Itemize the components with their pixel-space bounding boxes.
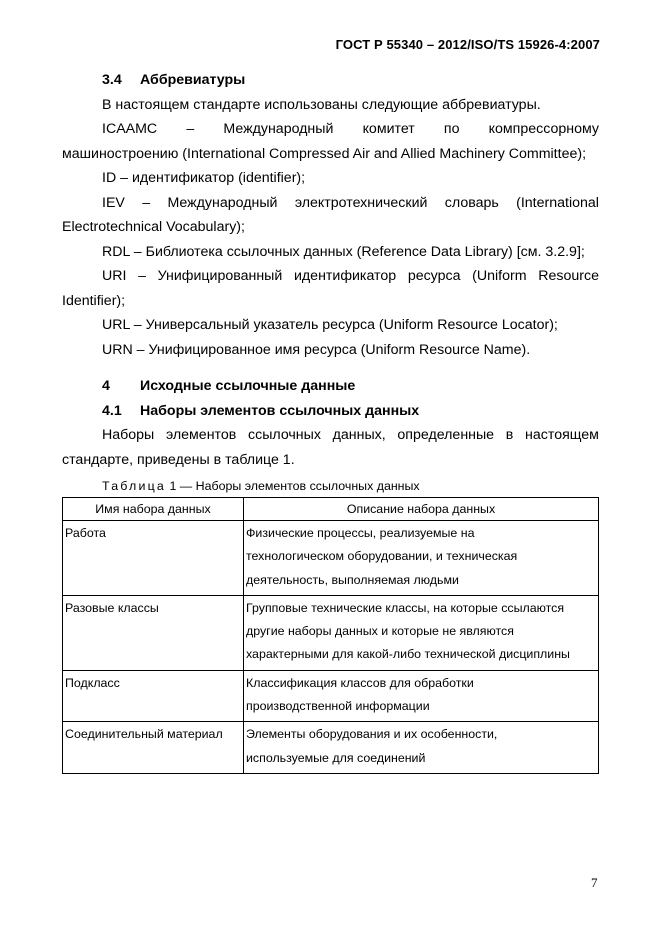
section-number: 3.4 bbox=[102, 72, 122, 88]
word: ресурса bbox=[407, 268, 461, 284]
abbr-uri-cont: Identifier); bbox=[62, 292, 126, 309]
cell-name: Подкласс bbox=[63, 670, 244, 722]
word: – bbox=[186, 121, 195, 137]
table-header-row bbox=[63, 498, 599, 521]
word: настоящем bbox=[525, 427, 599, 443]
abbr-url: URL – Универсальный указатель ресурса (Uniform Resource Locator); bbox=[102, 317, 558, 333]
cell-name: Разовые классы bbox=[63, 595, 244, 670]
word: ссылочных bbox=[248, 427, 321, 443]
word: словарь bbox=[444, 194, 499, 211]
word: URI bbox=[102, 268, 127, 284]
section-4-1-heading bbox=[62, 399, 599, 424]
word: Resource bbox=[538, 268, 599, 284]
table-caption-label: Таблица bbox=[102, 479, 166, 493]
description-line: технологическом оборудовании, и техническая bbox=[246, 549, 518, 564]
description-line: другие наборы данных и которые не являются bbox=[246, 624, 514, 639]
word: Наборы bbox=[102, 427, 155, 443]
cell-description bbox=[244, 521, 599, 596]
word: Международный bbox=[167, 194, 278, 211]
word: IEV bbox=[102, 194, 125, 211]
table-caption bbox=[62, 476, 599, 496]
section-4-1-paragraph-cont: стандарте, приведены в таблице 1. bbox=[62, 451, 295, 468]
word: электротехнический bbox=[294, 194, 428, 211]
word: идентификатор bbox=[293, 268, 397, 284]
column-header-description: Описание набора данных bbox=[244, 498, 599, 521]
abbr-urn: URN – Унифицированное имя ресурса (Uniform Resource Name). bbox=[102, 341, 531, 358]
word: комитет bbox=[362, 121, 415, 137]
description-line: Групповые технические классы, на которые ссылаются bbox=[246, 600, 565, 615]
section-number: 4.1 bbox=[102, 402, 122, 419]
abbr-rdl: RDL – Библиотека ссылочных данных (Reference Data Library) [см. 3.2.9]; bbox=[102, 243, 585, 260]
word: определенные bbox=[397, 427, 495, 443]
abbr-iev bbox=[62, 191, 599, 216]
table-row bbox=[63, 521, 599, 596]
description-line: деятельность, выполняемая людьми bbox=[246, 572, 459, 587]
document-header: ГОСТ Р 55340 – 2012/ISO/TS 15926-4:2007 bbox=[335, 37, 600, 52]
word: по bbox=[443, 121, 460, 137]
section-4-heading bbox=[62, 374, 599, 399]
abbr-id: ID – идентификатор (identifier); bbox=[102, 170, 306, 186]
table-caption-number: 1 bbox=[169, 479, 177, 493]
section-title: Исходные ссылочные данные bbox=[140, 378, 356, 394]
section-title: Наборы элементов ссылочных данных bbox=[140, 402, 420, 419]
table-row bbox=[63, 595, 599, 670]
description-line: используемые для соединений bbox=[246, 750, 426, 765]
abbr-iev-cont: Electrotechnical Vocabulary); bbox=[62, 219, 245, 235]
word: – bbox=[142, 194, 151, 211]
abbr-intro: В настоящем стандарте использованы следующие аббревиатуры. bbox=[102, 96, 541, 113]
document-body bbox=[62, 68, 599, 774]
word: данных, bbox=[332, 427, 386, 443]
word: Унифицированный bbox=[157, 268, 283, 284]
cell-name: Соединительный материал bbox=[63, 722, 244, 774]
cell-description bbox=[244, 595, 599, 670]
table-caption-dash: — bbox=[179, 479, 193, 493]
word: ICAAMC bbox=[102, 121, 158, 137]
word: компрессорному bbox=[488, 121, 599, 137]
reference-data-sets-table bbox=[62, 497, 599, 774]
cell-description bbox=[244, 670, 599, 722]
abbr-icaamc bbox=[62, 117, 599, 142]
description-line: Физические процессы, реализуемые на bbox=[246, 526, 475, 540]
word: (Uniform bbox=[472, 268, 527, 284]
section-4-1-paragraph bbox=[62, 423, 599, 448]
column-header-name: Имя набора данных bbox=[63, 498, 244, 521]
section-number: 4 bbox=[102, 378, 110, 394]
page-number: 7 bbox=[591, 875, 598, 890]
table-row bbox=[63, 722, 599, 774]
description-line: Классификация классов для обработки bbox=[246, 675, 474, 690]
cell-description bbox=[244, 722, 599, 774]
description-line: Элементы оборудования и их особенности, bbox=[246, 727, 498, 742]
section-title: Аббревиатуры bbox=[140, 72, 246, 88]
table-caption-text: Наборы элементов ссылочных данных bbox=[195, 479, 420, 493]
word: Международный bbox=[223, 121, 334, 137]
table-row bbox=[63, 670, 599, 722]
word: элементов bbox=[165, 427, 237, 443]
spacer bbox=[62, 362, 599, 374]
section-3-4-heading bbox=[62, 68, 599, 93]
description-line: характерными для какой-либо технической дисциплины bbox=[246, 647, 570, 662]
word: в bbox=[505, 427, 514, 443]
cell-name: Работа bbox=[63, 521, 244, 596]
abbr-uri bbox=[62, 264, 599, 289]
word: (International bbox=[516, 194, 599, 211]
description-line: производственной информации bbox=[246, 699, 430, 714]
abbr-icaamc-cont: машиностроению (International Compressed Air and Allied Machinery Committee); bbox=[62, 145, 587, 162]
word: – bbox=[138, 268, 146, 284]
